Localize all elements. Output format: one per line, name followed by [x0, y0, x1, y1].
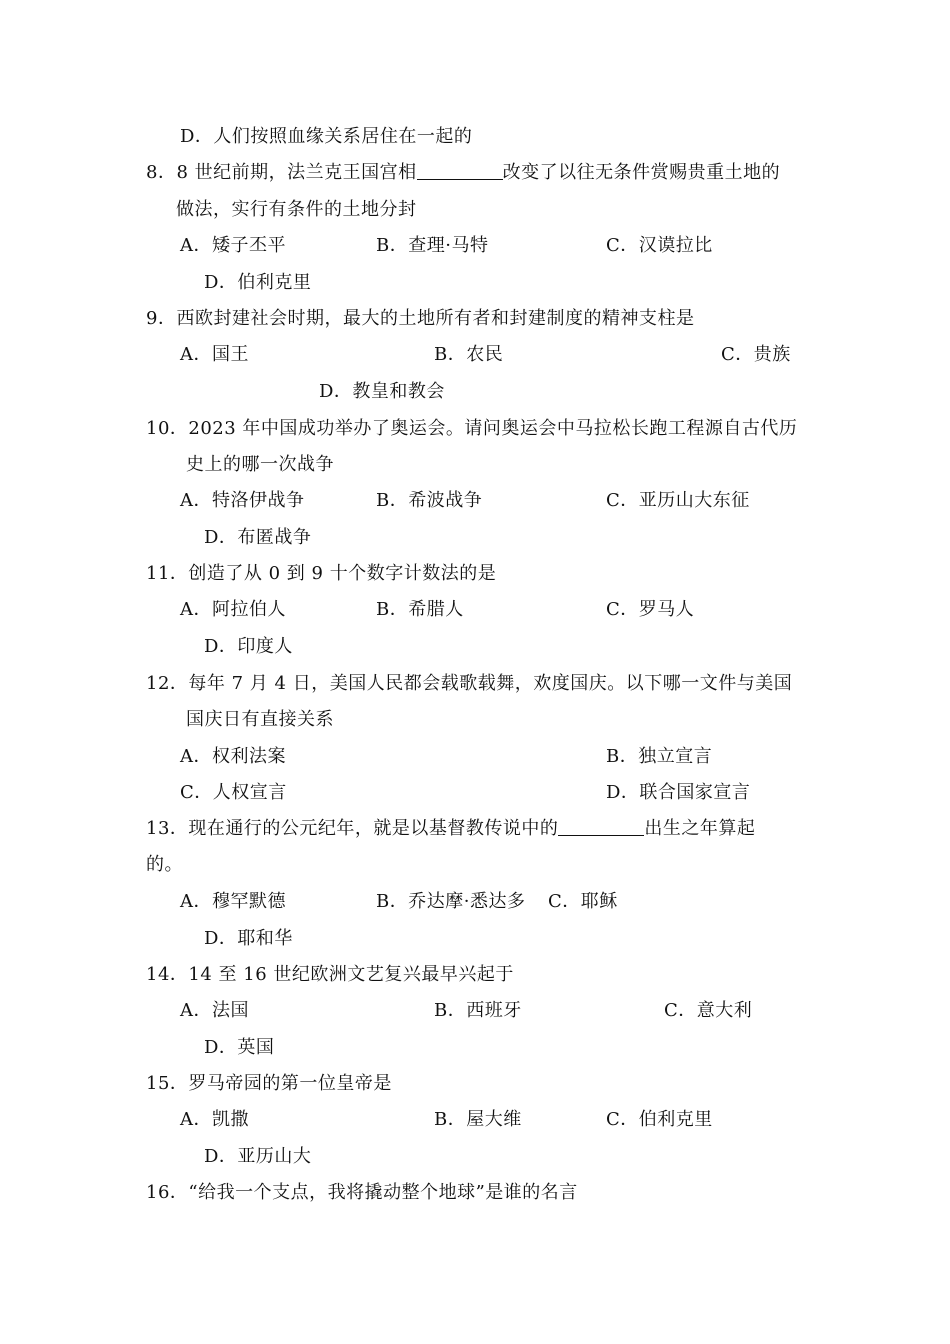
question-13-stem [146, 817, 755, 841]
question-13-text-after: 出生之年算起 [644, 818, 756, 839]
question-13-option-b: B．乔达摩·悉达多 [376, 891, 526, 912]
question-15-stem: 15．罗马帝园的第一位皇帝是 [146, 1073, 392, 1094]
question-10-option-b: B．希波战争 [376, 490, 483, 511]
question-9-option-a: A．国王 [180, 344, 249, 365]
question-15-option-d: D．亚历山大 [204, 1146, 312, 1167]
question-13-blank [558, 817, 644, 836]
question-9-option-b: B．农民 [434, 344, 504, 365]
question-8-text-after: 改变了以往无条件赏赐贵重土地的 [502, 162, 781, 183]
question-14-option-c: C．意大利 [664, 1000, 753, 1021]
question-12-stem-continued: 国庆日有直接关系 [186, 709, 334, 730]
question-13-text-before: 13．现在通行的公元纪年，就是以基督教传说中的 [146, 818, 559, 839]
question-15-option-c: C．伯利克里 [606, 1109, 713, 1130]
question-11-option-b: B．希腊人 [376, 599, 464, 620]
question-12-stem: 12．每年 7 月 4 日，美国人民都会载歌载舞，欢度国庆。以下哪一文件与美国 [146, 673, 793, 694]
question-10-stem-continued: 史上的哪一次战争 [186, 454, 334, 475]
question-13-option-c: C．耶稣 [548, 891, 618, 912]
question-13-option-d: D．耶和华 [204, 928, 293, 949]
question-14-option-b: B．西班牙 [434, 1000, 522, 1021]
question-9-option-d: D．教皇和教会 [319, 381, 445, 402]
question-14-option-d: D．英国 [204, 1037, 275, 1058]
question-15-option-b: B．屋大维 [434, 1109, 522, 1130]
question-7-option-d: D．人们按照血缘关系居住在一起的 [180, 126, 473, 147]
question-12-option-d: D．联合国家宣言 [606, 782, 751, 803]
question-10-option-c: C．亚历山大东征 [606, 490, 750, 511]
question-14-option-a: A．法国 [180, 1000, 249, 1021]
question-8-stem [146, 161, 780, 185]
question-11-stem: 11．创造了从 0 到 9 十个数字计数法的是 [146, 563, 497, 584]
question-8-stem-continued: 做法，实行有条件的土地分封 [176, 199, 417, 220]
question-15-option-a: A．凯撒 [180, 1109, 249, 1130]
question-14-stem: 14．14 至 16 世纪欧洲文艺复兴最早兴起于 [146, 964, 514, 985]
question-10-stem: 10．2023 年中国成功举办了奥运会。请问奥运会中马拉松长跑工程源自古代历 [146, 418, 798, 439]
question-8-option-c: C．汉谟拉比 [606, 235, 713, 256]
question-12-option-a: A．权利法案 [180, 746, 286, 767]
question-10-option-d: D．布匿战争 [204, 527, 312, 548]
question-12-option-c: C．人权宣言 [180, 782, 287, 803]
question-13-stem-continued: 的。 [146, 854, 183, 875]
question-9-stem: 9．西欧封建社会时期，最大的土地所有者和封建制度的精神支柱是 [146, 308, 695, 329]
question-11-option-a: A．阿拉伯人 [180, 599, 286, 620]
question-11-option-d: D．印度人 [204, 636, 293, 657]
question-13-option-a: A．穆罕默德 [180, 891, 286, 912]
question-8-blank [417, 161, 503, 180]
question-11-option-c: C．罗马人 [606, 599, 695, 620]
question-8-option-a: A．矮子丕平 [180, 235, 286, 256]
question-12-option-b: B．独立宣言 [606, 746, 713, 767]
question-9-option-c: C．贵族 [721, 344, 791, 365]
question-10-option-a: A．特洛伊战争 [180, 490, 305, 511]
question-8-option-d: D．伯利克里 [204, 272, 312, 293]
question-8-option-b: B．查理·马特 [376, 235, 489, 256]
question-8-text-before: 8．8 世纪前期，法兰克王国宫相 [146, 162, 417, 183]
question-16-stem: 16．“给我一个支点，我将撬动整个地球”是谁的名言 [146, 1182, 578, 1203]
